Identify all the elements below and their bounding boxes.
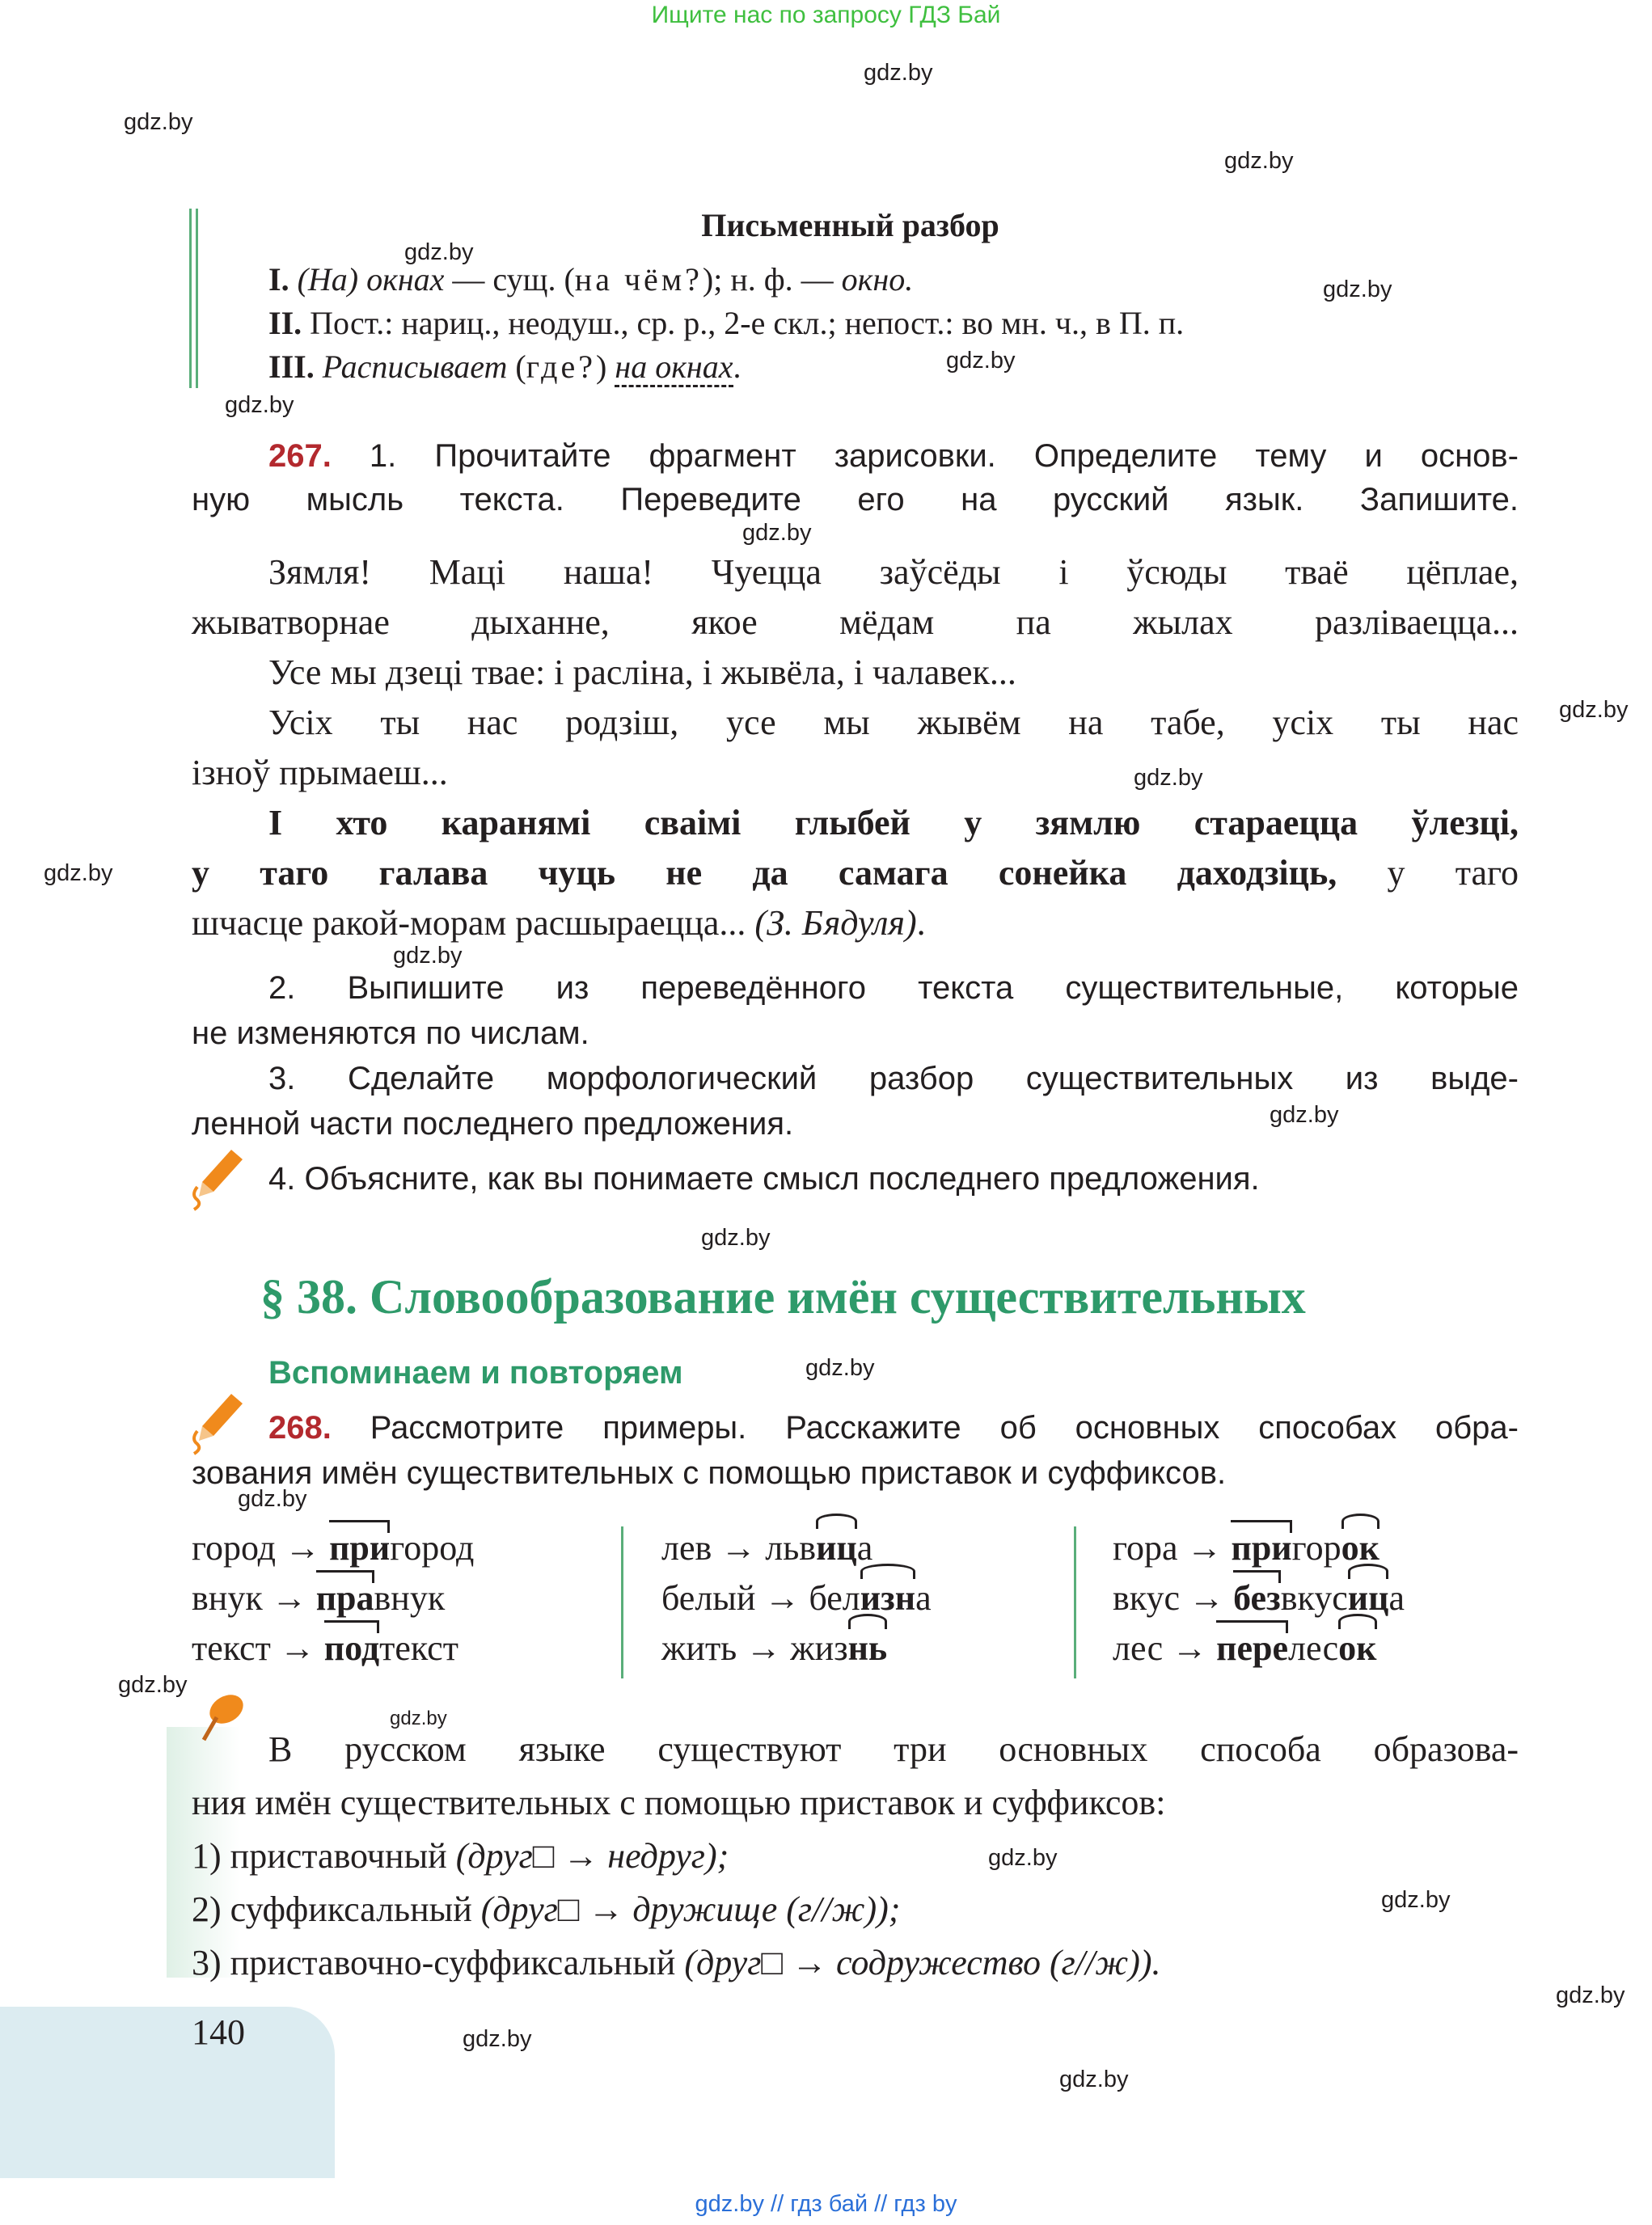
watermark: gdz.by bbox=[124, 109, 193, 135]
text-by-1: Зямля! Маці наша! Чуецца заўсёды і ўсюды тваё цёплае, bbox=[268, 552, 1519, 592]
pencil-icon bbox=[189, 1391, 246, 1455]
pencil-icon bbox=[189, 1146, 246, 1211]
text-by-8: шчасце ракой-морам расшыраецца... (З. Бядуля). bbox=[192, 903, 926, 943]
example-row: город → пригород bbox=[192, 1523, 474, 1573]
example-row: гора → пригорок bbox=[1113, 1523, 1405, 1573]
pin-icon bbox=[194, 1690, 251, 1750]
watermark: gdz.by bbox=[393, 943, 463, 969]
watermark: gdz.by bbox=[1134, 765, 1203, 791]
task267-q3-line-2: ленной части последнего предложения. bbox=[192, 1106, 794, 1142]
top-banner: Ищите нас по запросу ГДЗ Бай bbox=[651, 2, 1001, 28]
watermark: gdz.by bbox=[1559, 697, 1629, 723]
example-row: внук → правнук bbox=[192, 1573, 474, 1623]
example-row: лес → перелесок bbox=[1113, 1623, 1405, 1674]
section-title: § 38. Словообразование имён существительных bbox=[260, 1270, 1306, 1324]
example-row: текст → подтекст bbox=[192, 1623, 474, 1674]
text-by-5: ізноў прымаеш... bbox=[192, 753, 448, 792]
example-row: белый → белизна bbox=[661, 1573, 932, 1623]
rule-line-2: ния имён существительных с помощью приставок и суффиксов: bbox=[192, 1783, 1166, 1822]
task268-line-2: зования имён существительных с помощью приставок и суффиксов. bbox=[192, 1455, 1227, 1491]
rule-method-2: 2) суффиксальный (друг□ → дружище (г//ж)); bbox=[192, 1889, 901, 1929]
task267-q3-line-1: 3. Сделайте морфологический разбор существительных из выде- bbox=[268, 1061, 1519, 1096]
text-by-6: І хто каранямі сваімі глыбей у зямлю стараецца ўлезці, bbox=[268, 803, 1519, 842]
rule-method-1: 1) приставочный (друг□ → недруг); bbox=[192, 1836, 729, 1876]
watermark: gdz.by bbox=[118, 1672, 188, 1698]
rule-line-1: В русском языке существуют три основных способа образова- bbox=[268, 1729, 1519, 1769]
watermark: gdz.by bbox=[1323, 277, 1392, 302]
column-divider bbox=[1074, 1526, 1076, 1678]
example-row: жить → жизнь bbox=[661, 1623, 932, 1674]
watermark: gdz.by bbox=[390, 1708, 447, 1729]
task267-q4: 4. Объясните, как вы понимаете смысл последнего предложения. bbox=[268, 1161, 1260, 1197]
watermark: gdz.by bbox=[946, 348, 1016, 374]
watermark: gdz.by bbox=[404, 239, 474, 265]
analysis-title: Письменный разбор bbox=[701, 207, 999, 243]
examples-column-prefix bbox=[192, 1523, 474, 1674]
analysis-line-2: II. Пост.: нариц., неодуш., ср. р., 2-е скл.; непост.: во мн. ч., в П. п. bbox=[268, 305, 1185, 341]
watermark: gdz.by bbox=[238, 1486, 307, 1512]
author: (З. Бядуля) bbox=[754, 903, 917, 943]
watermark: gdz.by bbox=[225, 392, 294, 418]
watermark: gdz.by bbox=[44, 860, 113, 886]
watermark: gdz.by bbox=[805, 1355, 875, 1381]
text-by-2: жыватворнае дыханне, якое мёдам па жылах разліваецца... bbox=[192, 602, 1519, 642]
column-divider bbox=[621, 1526, 623, 1678]
example-row: вкус → безвкусица bbox=[1113, 1573, 1405, 1623]
examples-column-suffix bbox=[661, 1523, 932, 1674]
watermark: gdz.by bbox=[701, 1225, 771, 1251]
page-number-tab bbox=[0, 2007, 335, 2178]
watermark: gdz.by bbox=[864, 60, 933, 86]
watermark: gdz.by bbox=[988, 1845, 1058, 1871]
section-subtitle: Вспоминаем и повторяем bbox=[268, 1355, 683, 1391]
text-by-4: Усіх ты нас родзіш, усе мы жывём на табе, усіх ты нас bbox=[268, 703, 1519, 742]
task267-line-2: ную мысль текста. Переведите его на русский язык. Запишите. bbox=[192, 482, 1519, 517]
watermark: gdz.by bbox=[463, 2026, 532, 2052]
task267-q2-line-1: 2. Выпишите из переведённого текста существительные, которые bbox=[268, 970, 1519, 1006]
task268-line-1: 268. Рассмотрите примеры. Расскажите об основных способах обра- bbox=[268, 1410, 1519, 1446]
watermark: gdz.by bbox=[1556, 1982, 1625, 2008]
watermark: gdz.by bbox=[1381, 1887, 1451, 1913]
watermark: gdz.by bbox=[1224, 148, 1294, 174]
page-number: 140 bbox=[192, 2012, 245, 2052]
rule-method-3: 3) приставочно-суффиксальный (друг□ → содружество (г//ж)). bbox=[192, 1943, 1161, 1982]
text-by-3: Усе мы дзеці твае: і расліна, і жывёла, і чалавек... bbox=[268, 652, 1016, 692]
text-by-7: у таго галава чуць не да самага сонейка даходзіць, у таго bbox=[192, 853, 1519, 893]
analysis-line-3: III. Расписывает (где?) на окнах. bbox=[268, 348, 741, 386]
analysis-line-1: I. (На) окнах — сущ. (на чём?); н. ф. — окно. bbox=[268, 261, 914, 298]
watermark: gdz.by bbox=[742, 520, 812, 546]
example-row: лев → львица bbox=[661, 1523, 932, 1573]
task267-line-1: 267. 1. Прочитайте фрагмент зарисовки. Определите тему и основ- bbox=[268, 438, 1519, 474]
examples-column-prefix-suffix bbox=[1113, 1523, 1405, 1674]
watermark: gdz.by bbox=[1059, 2067, 1129, 2092]
bottom-banner: gdz.by // гдз бай // гдз by bbox=[695, 2191, 957, 2217]
task267-q2-line-2: не изменяются по числам. bbox=[192, 1015, 589, 1051]
watermark: gdz.by bbox=[1270, 1102, 1339, 1128]
